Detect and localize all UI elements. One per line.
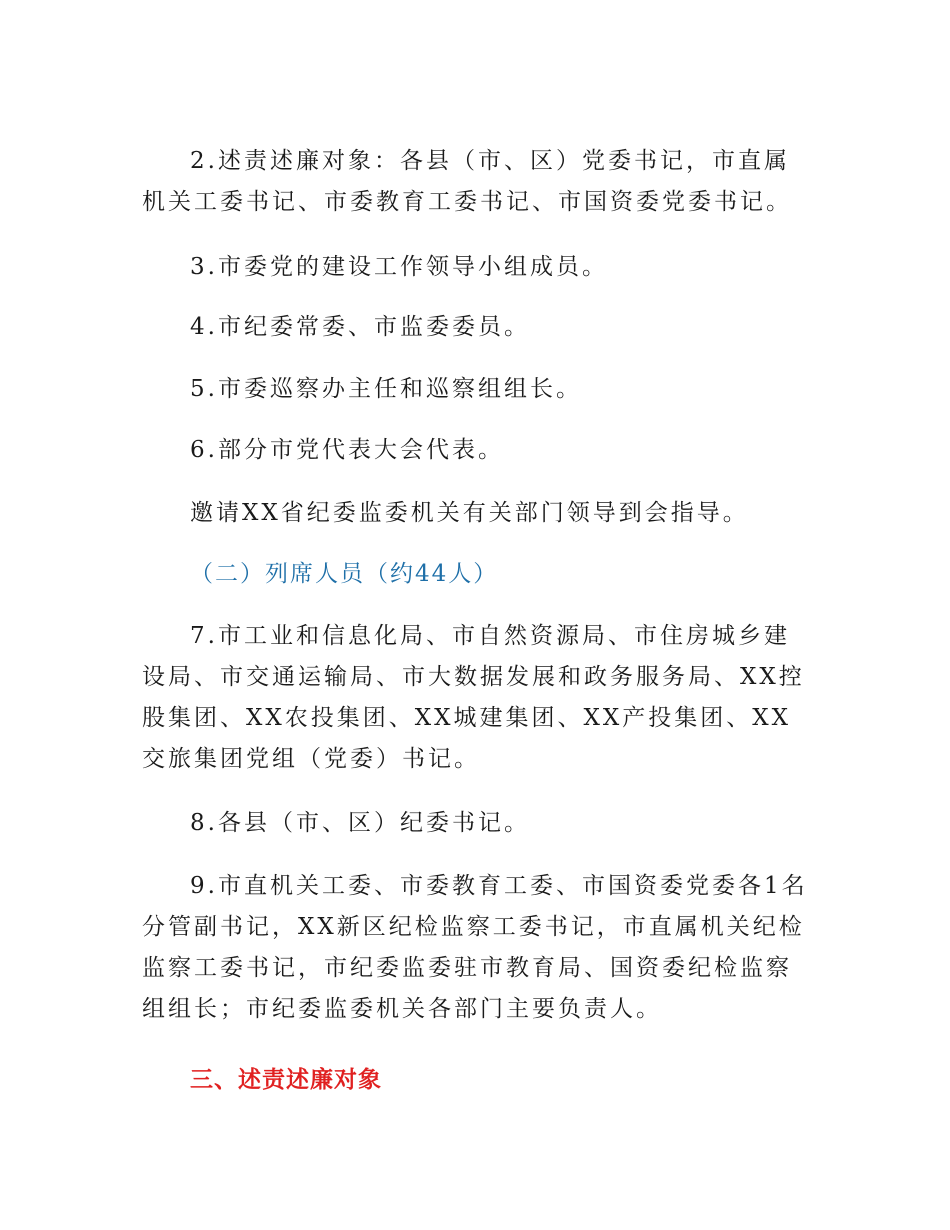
invite-paragraph: 邀请XX省纪委监委机关有关部门领导到会指导。 [190, 500, 749, 526]
paragraph-2: 2.述责述廉对象：各县（市、区）党委书记，市直属机关工委书记、市委教育工委书记、市国资委党委书记。 [142, 148, 792, 215]
paragraph-7: 7.市工业和信息化局、市自然资源局、市住房城乡建设局、市交通运输局、市大数据发展和政务服务局、XX控股集团、XX农投集团、XX城建集团、XX产投集团、XX交旅集团党组（党委）书记。 [142, 623, 805, 772]
paragraph-8: 8.各县（市、区）纪委书记。 [190, 810, 530, 836]
section-heading-3: 三、述责述廉对象 [190, 1067, 382, 1093]
paragraph-3: 3.市委党的建设工作领导小组成员。 [190, 254, 608, 280]
attendees-subheading: （二）列席人员（约44人） [190, 561, 499, 587]
paragraph-6: 6.部分市党代表大会代表。 [190, 437, 504, 463]
paragraph-4: 4.市纪委常委、市监委委员。 [190, 314, 530, 340]
paragraph-9: 9.市直机关工委、市委教育工委、市国资委党委各1名分管副书记，XX新区纪检监察工委书记，市直属机关纪检监察工委书记，市纪委监委驻市教育局、国资委纪检监察组组长；市纪委监委机关各部门主要负责人。 [142, 873, 808, 1022]
paragraph-5: 5.市委巡察办主任和巡察组组长。 [190, 376, 582, 402]
